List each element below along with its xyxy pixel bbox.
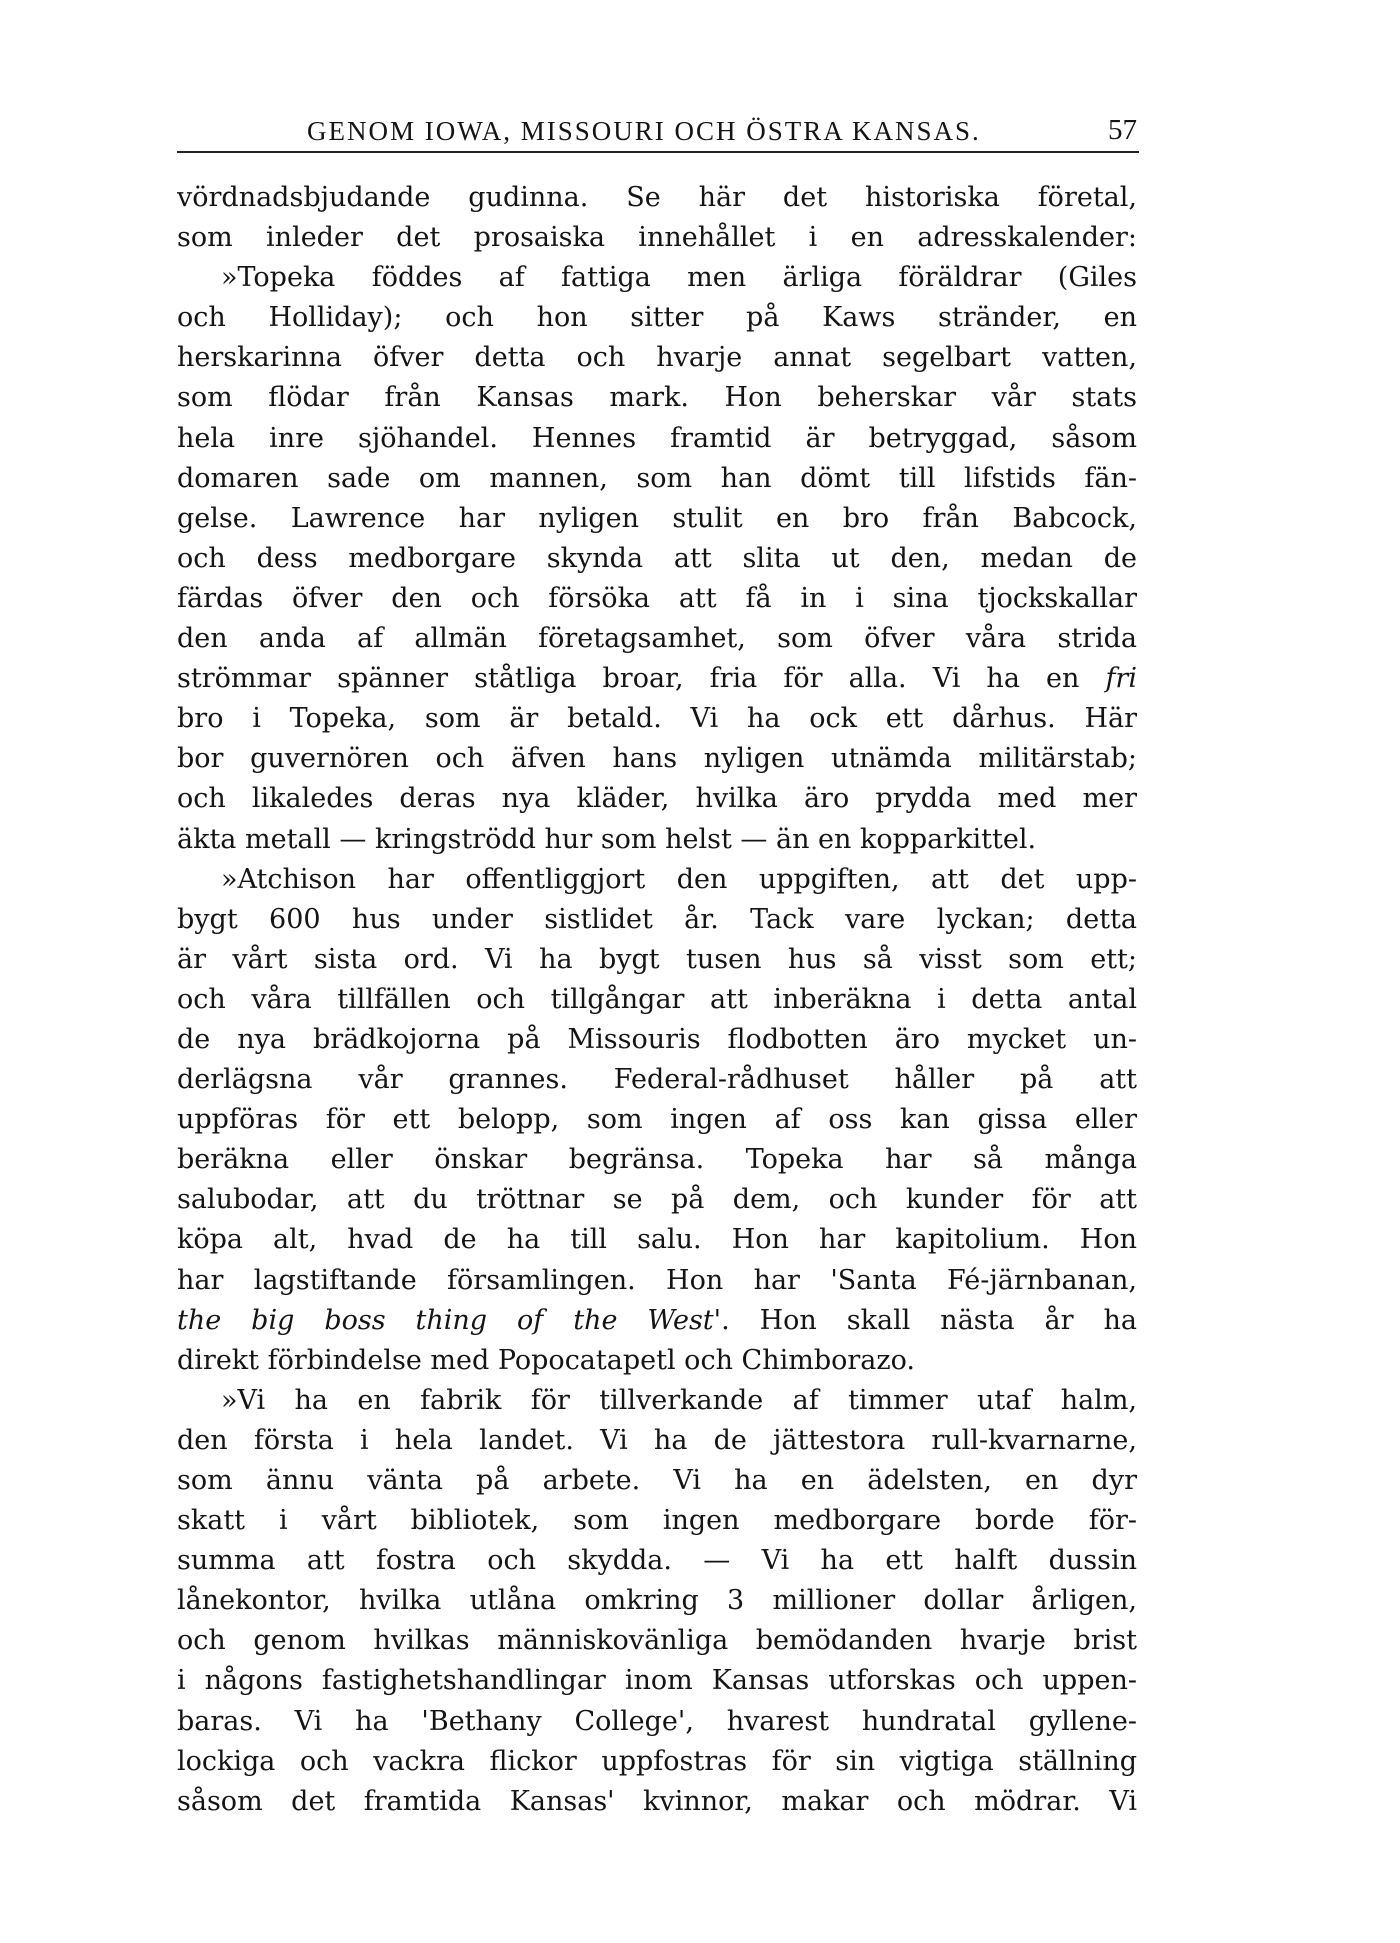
text-line: uppföras för ett belopp, som ingen af oss kan gissa eller [177,1104,1137,1136]
text-line: och våra tillfällen och tillgångar att inberäkna i detta antal [177,983,1137,1015]
text-line: salubodar, att du tröttnar se på dem, och kunder för att [177,1184,1137,1216]
running-title: GENOM IOWA, MISSOURI OCH ÖSTRA KANSAS. [307,116,981,146]
text-line-with-italic [177,659,1137,699]
text-line: och genom hvilkas människovänliga bemödanden hvarje brist [177,1625,1137,1657]
text-line: som ännu vänta på arbete. Vi ha en ädelsten, en dyr [177,1465,1137,1496]
text-segment: . Hon skall nästa år ha [721,1304,1137,1336]
text-line: har lagstiftande församlingen. Hon har 'Santa Fé-järnbanan, [177,1264,1137,1296]
text-line: köpa alt, hvad de ha till salu. Hon har kapitolium. Hon [177,1224,1137,1256]
text-segment: strömmar spänner ståtliga broar, fria för alla. Vi ha en [177,663,1080,695]
text-line: direkt förbindelse med Popocatapetl och Chimborazo. [177,1344,915,1376]
text-line: och likaledes deras nya kläder, hvilka äro prydda med mer [177,783,1137,815]
text-line: den första i hela landet. Vi ha de jättestora rull-kvarnarne, [177,1424,1137,1456]
text-line: herskarinna öfver detta och hvarje annat segelbart vatten, [177,342,1137,374]
text-line: och Holliday); och hon sitter på Kaws stränder, en [177,302,1137,334]
text-line: de nya brädkojorna på Missouris flodbotten äro mycket un- [177,1023,1137,1055]
text-line: baras. Vi ha 'Bethany College', hvarest hundratal gyllene- [177,1705,1137,1737]
text-line: såsom det framtida Kansas' kvinnor, makar och mödrar. Vi [177,1785,1137,1817]
header-rule [177,151,1139,153]
text-line: bro i Topeka, som är betald. Vi ha ock ett dårhus. Här [177,703,1137,735]
text-line: »Atchison har offentliggjort den uppgiften, att det upp- [221,863,1137,895]
text-line: domaren sade om mannen, som han dömt till lifstids fän- [177,462,1137,494]
text-line: derlägsna vår grannes. Federal-rådhuset håller på att [177,1064,1137,1096]
text-line: den anda af allmän företagsamhet, som öfver våra strida [177,623,1137,655]
text-line: gelse. Lawrence har nyligen stulit en bro från Babcock, [177,502,1137,534]
text-line: »Vi ha en fabrik för tillverkande af timmer utaf halm, [221,1384,1137,1416]
text-line: äkta metall — kringströdd hur som helst — än en kopparkittel. [177,823,1037,855]
page-number: 57 [1108,114,1137,146]
text-line: lånekontor, hvilka utlåna omkring 3 millioner dollar årligen, [177,1585,1137,1617]
text-line: lockiga och vackra flickor uppfostras för sin vigtiga ställning [177,1745,1137,1777]
text-line: skatt i vårt bibliotek, som ingen medborgare borde för- [177,1505,1137,1537]
text-line: bor guvernören och äfven hans nyligen utnämda militärstab; [177,743,1137,775]
body-text [177,178,1137,1822]
text-line: är vårt sista ord. Vi ha bygt tusen hus så visst som ett; [177,943,1137,975]
text-line: bygt 600 hus under sistlidet år. Tack vare lyckan; detta [177,903,1137,935]
text-line: i någons fastighetshandlingar inom Kansas utforskas och uppen- [177,1665,1137,1697]
text-line: och dess medborgare skynda att slita ut den, medan de [177,542,1137,574]
italic-phrase: the big boss thing of the West' [177,1304,722,1336]
text-line: »Topeka föddes af fattiga men ärliga föräldrar (Giles [221,262,1137,294]
text-line: som flödar från Kansas mark. Hon beherskar vår stats [177,382,1137,414]
running-header [177,108,1137,148]
text-line: summa att fostra och skydda. — Vi ha ett halft dussin [177,1545,1137,1577]
text-line: hela inre sjöhandel. Hennes framtid är betryggad, såsom [177,422,1137,454]
text-line: vördnadsbjudande gudinna. Se här det historiska företal, [177,182,1137,213]
text-line: som inleder det prosaiska innehållet i en adresskalender: [177,222,1137,254]
italic-word: fri [1105,663,1137,695]
text-line-with-italic [177,1301,1137,1341]
text-line: beräkna eller önskar begränsa. Topeka har så många [177,1144,1137,1176]
text-line: färdas öfver den och försöka att få in i sina tjockskallar [177,582,1137,614]
